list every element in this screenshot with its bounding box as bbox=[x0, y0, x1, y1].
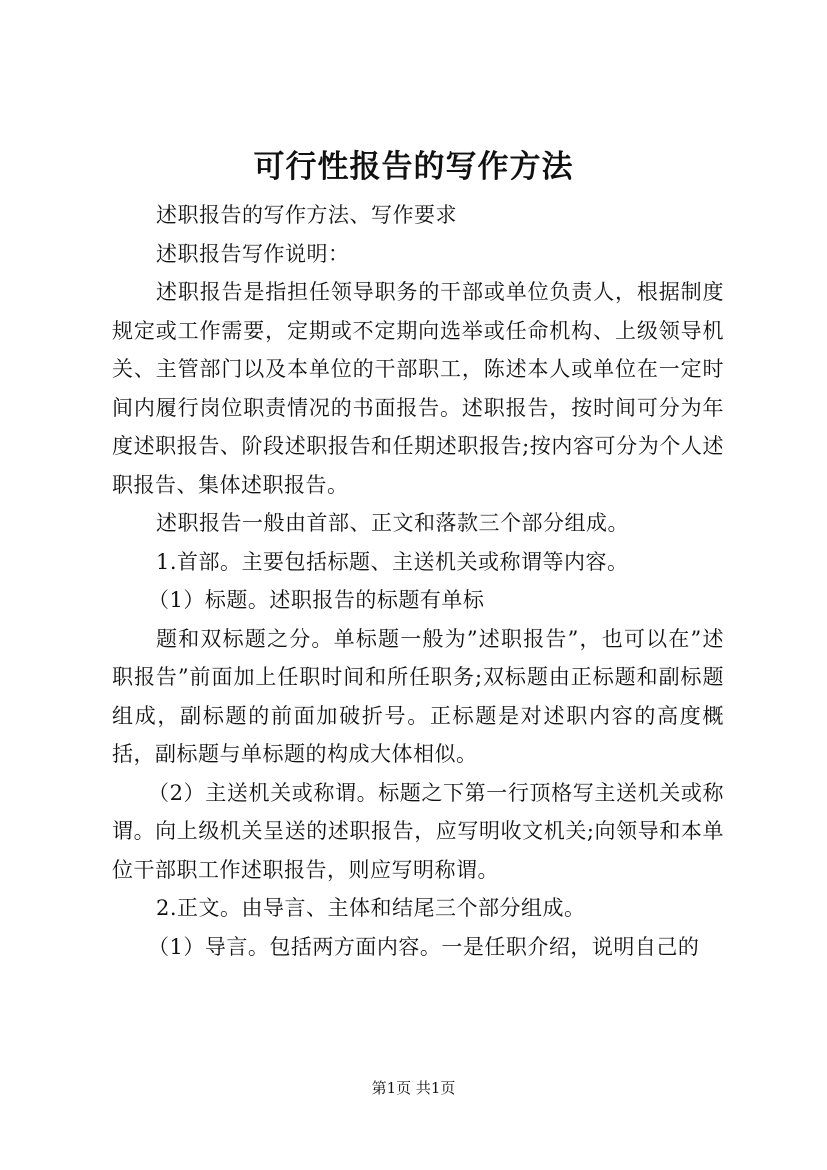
paragraph-recipient-item: （2）主送机关或称谓。标题之下第一行顶格写主送机关或称谓。向上级机关呈送的述职报告，应写明收文机关;向领导和本单位干部职工作述职报告，则应写明称谓。 bbox=[112, 780, 724, 882]
paragraph-subtitle: 述职报告的写作方法、写作要求 bbox=[156, 203, 457, 227]
paragraph-title-item: （1）标题。述职报告的标题有单标 bbox=[148, 588, 485, 612]
paragraph-header-section: 1.首部。主要包括标题、主送机关或称谓等内容。 bbox=[156, 549, 629, 574]
paragraph-structure: 述职报告一般由首部、正文和落款三个部分组成。 bbox=[156, 511, 629, 535]
paragraph-main-text: 2.正文。由导言、主体和结尾三个部分组成。 bbox=[156, 896, 586, 920]
paragraph-definition: 述职报告是指担任领导职务的干部或单位负责人，根据制度规定或工作需要，定期或不定期向选举或任命机构、上级领导机关、主管部门以及本单位的干部职工，陈述本人或单位在一定时间内履行岗位职责情况的书面报告。述职报告，按时间可分为年度述职报告、阶段述职报告和任期述职报告;按内容可分为个人述职报告、集体述职报告。 bbox=[112, 280, 724, 497]
page-footer: 第1页 共1页 bbox=[371, 1079, 456, 1097]
document-body bbox=[112, 196, 724, 966]
document-title: 可行性报告的写作方法 bbox=[253, 149, 574, 185]
paragraph-introduction-item: （1）导言。包括两方面内容。一是任职介绍，说明自己的 bbox=[148, 934, 700, 959]
paragraph-description-heading: 述职报告写作说明： bbox=[156, 241, 350, 266]
paragraph-title-types: 题和双标题之分。单标题一般为”述职报告”，也可以在”述职报告”前面加上任职时间和所任职务;双标题由正标题和副标题组成，副标题的前面加破折号。正标题是对述职内容的高度概括，副标题与单标题的构成大体相似。 bbox=[112, 626, 724, 766]
